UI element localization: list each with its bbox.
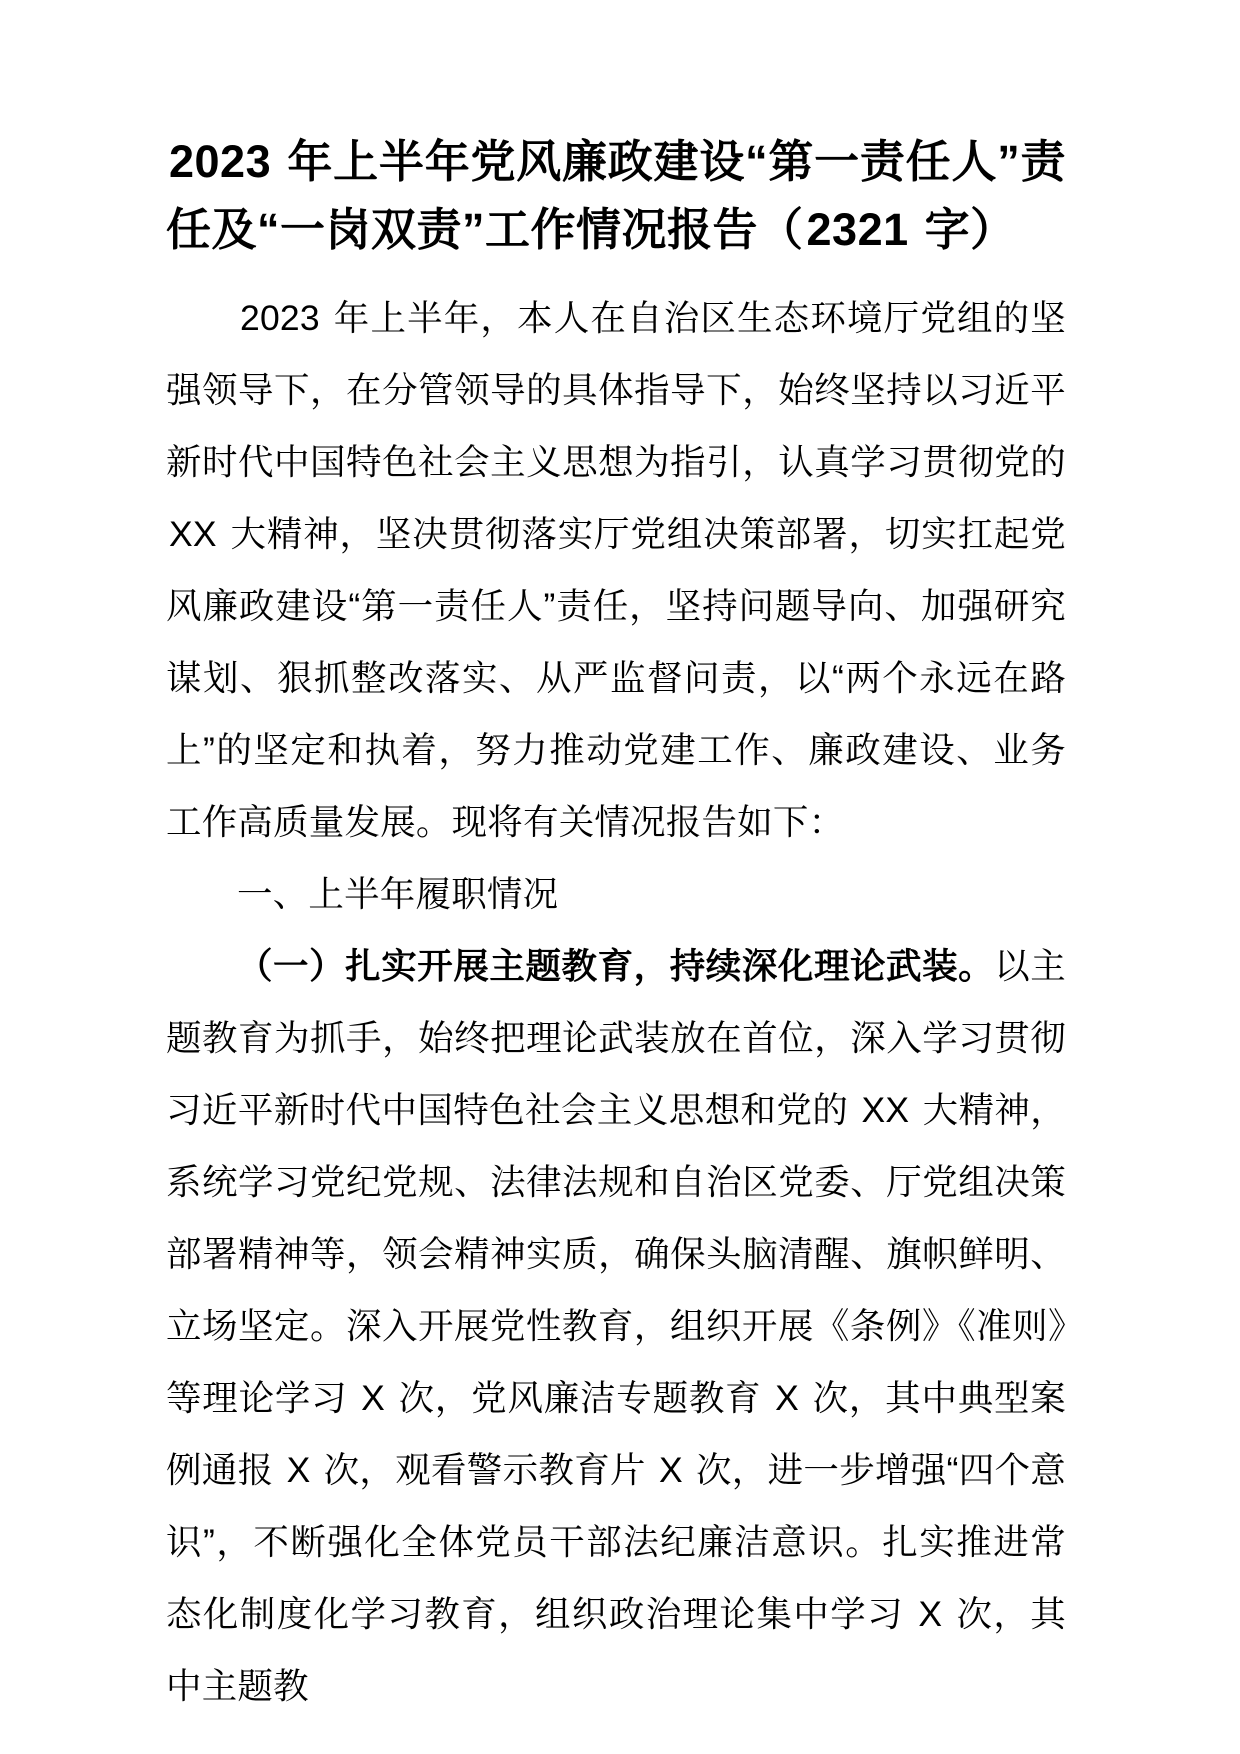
latin-run: XX <box>861 1090 910 1130</box>
paragraph-subsection-1-1: （一）扎实开展主题教育，持续深化理论武装。以主题教育为抓手，始终把理论武装放在首位，深入学习贯彻习近平新时代中国特色社会主义思想和党的 XX 大精神，系统学习党纪党规、法律法规和自治区党委、厅党组决策部署精神等，领会精神实质，确保头脑清醒、旗帜鲜明、立场坚定。深入开展党性教育，组织开展《条例》《准则》等理论学习 X 次，党风廉洁专题教育 X 次，其中典型案例通报 X 次，观看警示教育片 X 次，进一步增强“四个意识”，不断强化全体党员干部法纪廉洁意识。扎实推进常态化制度化学习教育，组织政治理论集中学习 X 次，其中主题教 <box>166 946 1066 1706</box>
section-heading-1: 一、上半年履职情况 <box>237 874 559 914</box>
latin-run: 2023 <box>169 136 272 187</box>
latin-run: X <box>286 1450 311 1490</box>
paragraph-intro: 2023 年上半年，本人在自治区生态环境厅党组的坚强领导下，在分管领导的具体指导下，始终坚持以习近平新时代中国特色社会主义思想为指引，认真学习贯彻党的 XX 大精神，坚决贯彻落实厅党组决策部署，切实扛起党风廉政建设“第一责任人”责任，坚持问题导向、加强研究谋划、狠抓整改落实、从严监督问责，以“两个永远在路上”的坚定和执着，努力推动党建工作、廉政建设、业务工作高质量发展。现将有关情况报告如下： <box>166 298 1066 842</box>
latin-run: X <box>361 1378 385 1418</box>
subsection-heading-lead: （一）扎实开展主题教育，持续深化理论武装。 <box>237 946 995 986</box>
latin-run: 2023 <box>240 298 320 338</box>
page-title: 2023 年上半年党风廉政建设“第一责任人”责任及“一岗双责”工作情况报告（2321 字） <box>166 136 1066 255</box>
latin-run: X <box>658 1450 683 1490</box>
latin-run: X <box>775 1378 799 1418</box>
latin-run: 2321 <box>806 204 909 255</box>
document-body <box>166 128 1066 1722</box>
latin-run: XX <box>169 514 217 554</box>
latin-run: X <box>918 1594 943 1634</box>
